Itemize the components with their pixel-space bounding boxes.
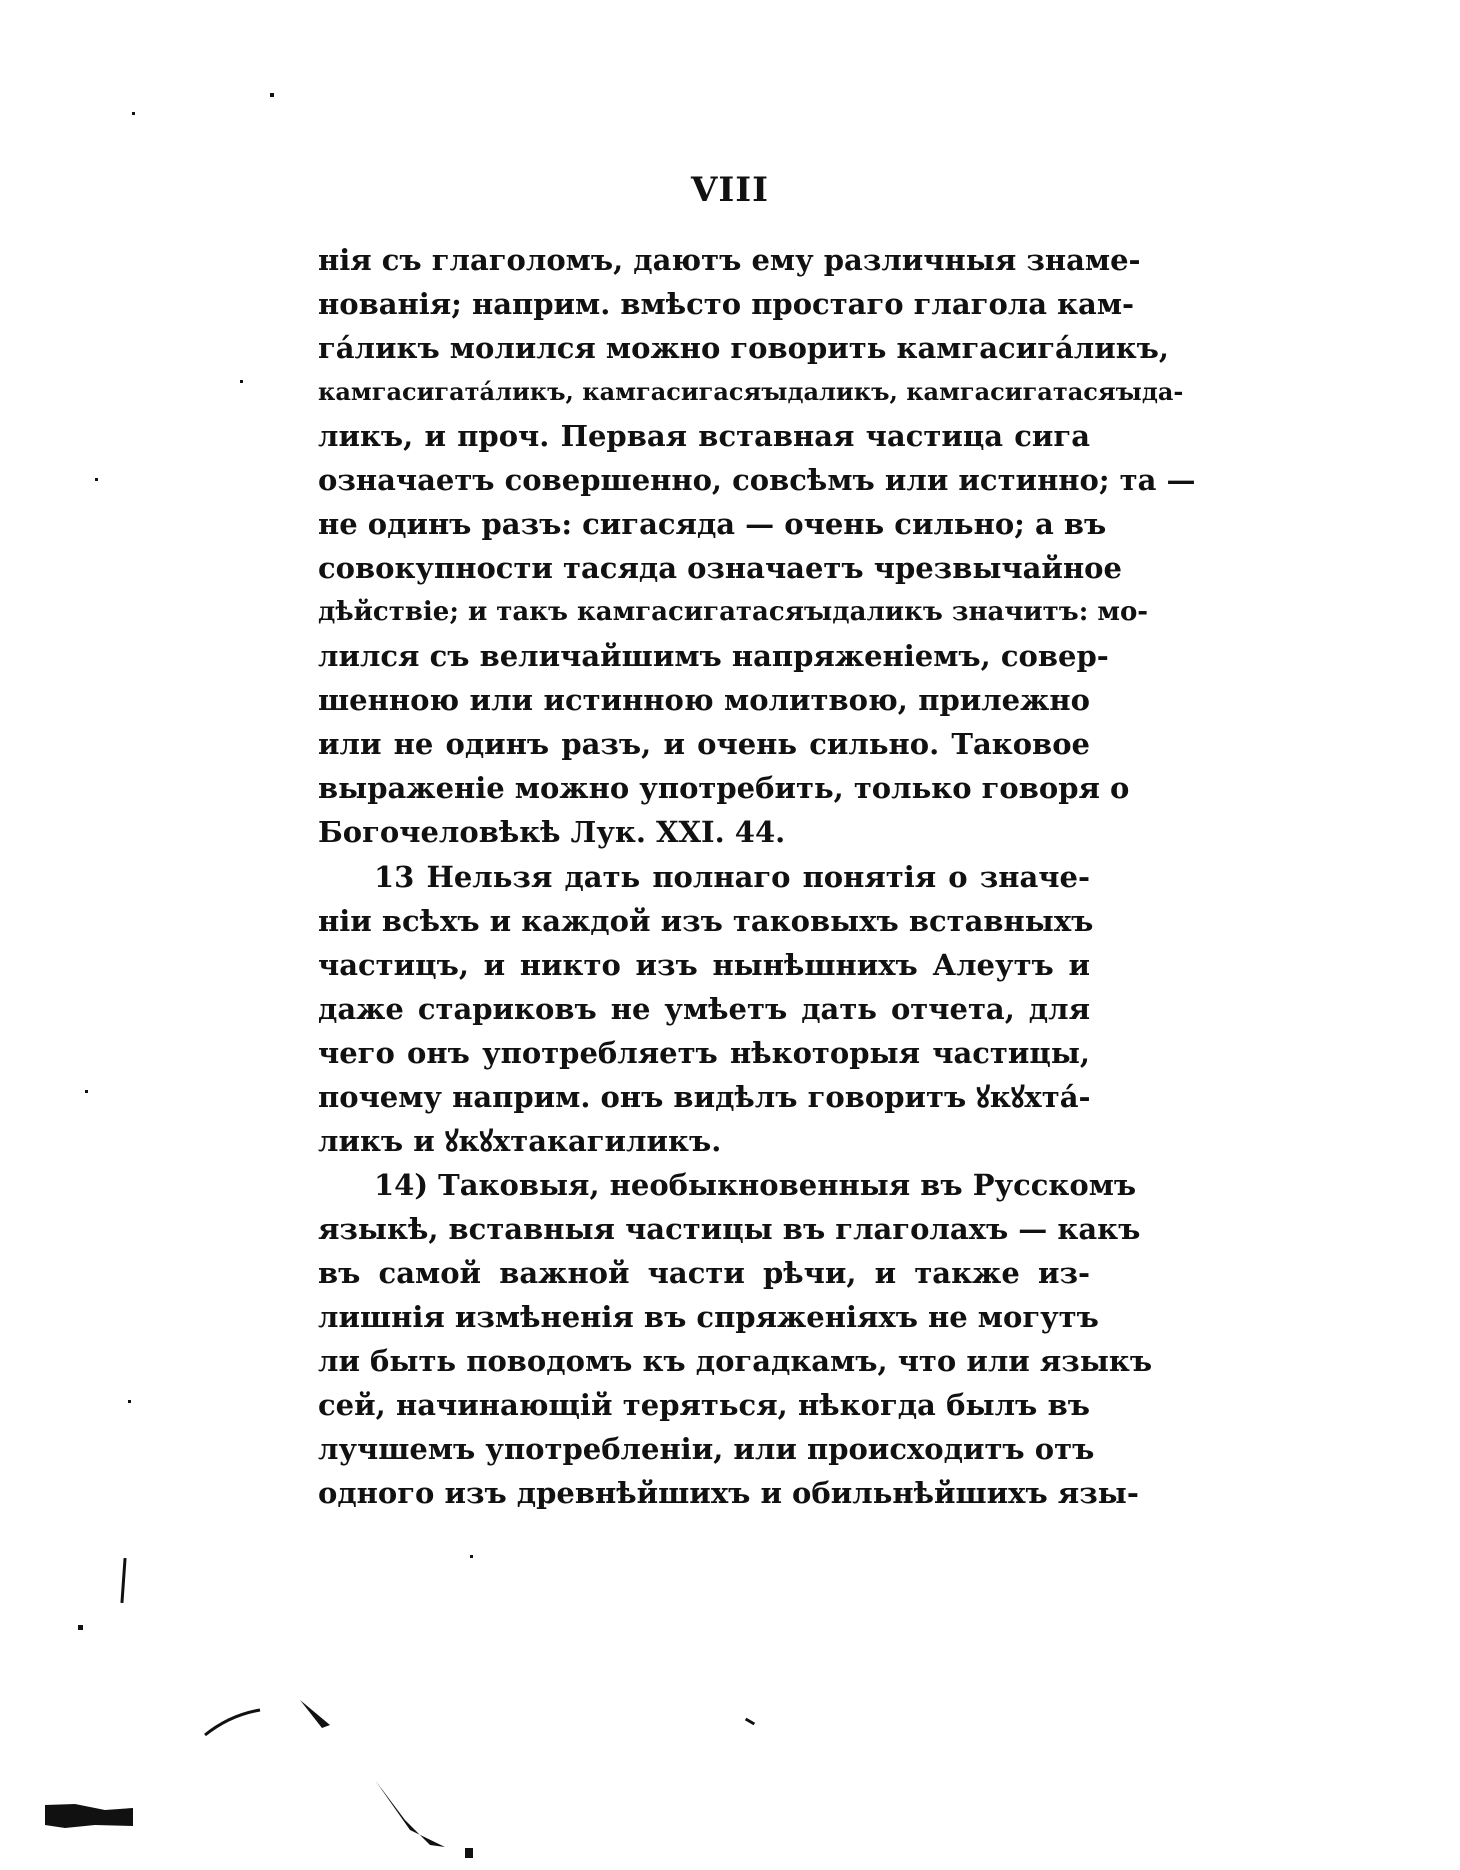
text-line: лился съ величайшимъ напряженіемъ, совер- <box>318 639 1109 673</box>
scan-speck <box>85 1090 88 1093</box>
text-line: гáликъ молился можно говорить камгасигáликъ, <box>318 331 1169 365</box>
paragraph-1 <box>318 238 1196 854</box>
scan-stroke <box>370 1775 480 1865</box>
text-line: даже стариковъ не умѣетъ дать отчета, для <box>318 992 1090 1026</box>
text-line: 13 Нельзя дать полнаго понятія о значе- <box>374 860 1090 894</box>
scan-speck <box>745 1718 755 1726</box>
text-line: лучшемъ употребленіи, или происходитъ отъ <box>318 1432 1095 1466</box>
text-line: ликъ и ꙋкꙋхтакагиликъ. <box>318 1124 722 1158</box>
scan-stroke <box>200 1690 340 1750</box>
scan-speck <box>95 478 98 481</box>
text-line: въ самой важной части рѣчи, и также из- <box>318 1256 1090 1290</box>
text-line: языкѣ, вставныя частицы въ глаголахъ — какъ <box>318 1212 1141 1246</box>
text-line: означаетъ совершенно, совсѣмъ или истинно; та — <box>318 463 1196 497</box>
text-line: шенною или истинною молитвою, прилежно <box>318 683 1090 717</box>
text-line: или не одинъ разъ, и очень сильно. Таковое <box>318 727 1090 761</box>
paragraph-13 <box>318 855 1094 1163</box>
text-line: нованія; наприм. вмѣсто простаго глагола кам- <box>318 287 1135 321</box>
text-line: ли быть поводомъ къ догадкамъ, что или языкъ <box>318 1344 1153 1378</box>
scan-speck <box>270 93 274 97</box>
text-line: сей, начинающій теряться, нѣкогда былъ въ <box>318 1388 1090 1422</box>
text-line: ніи всѣхъ и каждой изъ таковыхъ вставныхъ <box>318 904 1094 938</box>
text-line: не одинъ разъ: сигасяда — очень сильно; а въ <box>318 507 1107 541</box>
text-line: 14) Таковыя, необыкновенныя въ Русскомъ <box>374 1168 1137 1202</box>
scan-speck <box>78 1625 83 1630</box>
text-line: частицъ, и никто изъ нынѣшнихъ Алеутъ и <box>318 948 1090 982</box>
text-line: нія съ глаголомъ, даютъ ему различныя знаме- <box>318 243 1141 277</box>
paragraph-14 <box>318 1163 1153 1515</box>
text-line: почему наприм. онъ видѣлъ говоритъ ꙋкꙋхтá- <box>318 1080 1091 1114</box>
text-line: совокупности тасяда означаетъ чрезвычайное <box>318 551 1122 585</box>
text-line: выраженіе можно употребить, только говоря о <box>318 771 1130 805</box>
text-line: чего онъ употребляетъ нѣкоторыя частицы, <box>318 1036 1090 1070</box>
text-line: Богочеловѣкѣ Лук. XXI. 44. <box>318 815 786 849</box>
scan-speck <box>120 1558 126 1603</box>
scan-speck <box>465 1848 473 1858</box>
scan-speck <box>128 1400 131 1403</box>
scan-blot <box>45 1800 135 1840</box>
scan-speck <box>470 1555 473 1558</box>
text-line: одного изъ древнѣйшихъ и обильнѣйшихъ язы- <box>318 1476 1139 1510</box>
text-line: лишнія измѣненія въ спряженіяхъ не могутъ <box>318 1300 1099 1334</box>
scan-speck <box>132 112 135 115</box>
text-line: ликъ, и проч. Первая вставная частица сига <box>318 419 1090 453</box>
text-line: камгасигатáликъ, камгасигасяꙑдаликъ, камгасигатасяꙑда- <box>318 377 1184 406</box>
text-line: дѣйствіе; и такъ камгасигатасяꙑдаликъ значитъ: мо- <box>318 597 1149 627</box>
page-number: VIII <box>690 170 770 210</box>
scan-speck <box>240 380 243 383</box>
